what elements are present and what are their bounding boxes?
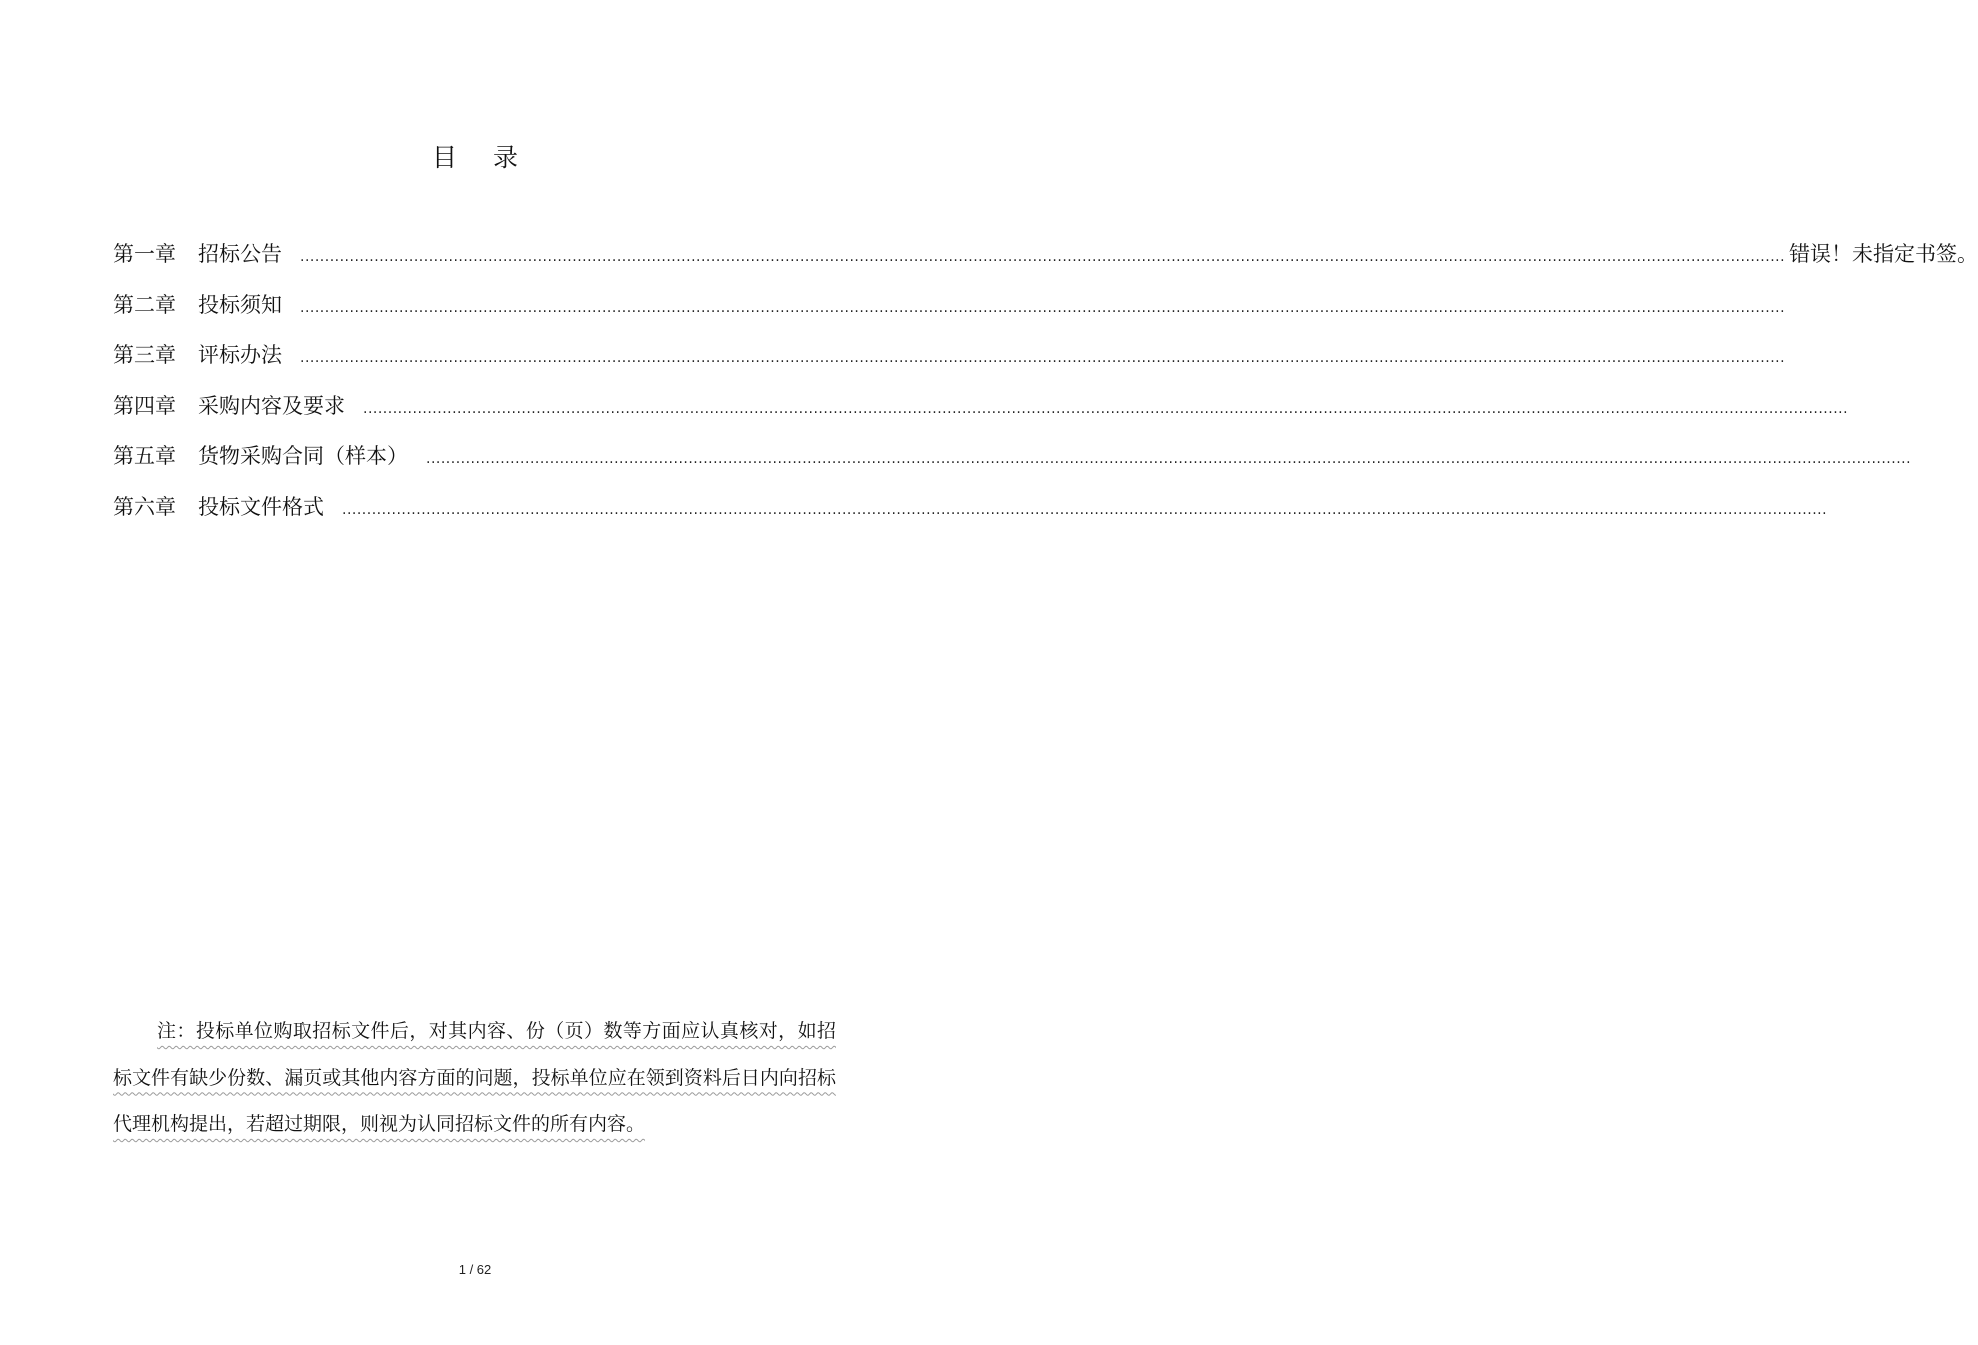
- toc-chapter-number: 第一章: [113, 242, 176, 266]
- toc-entry[interactable]: [113, 287, 1786, 338]
- toc-chapter-number: 第三章: [113, 343, 176, 367]
- toc-chapter-title: 投标文件格式: [198, 494, 324, 519]
- toc-chapter-number: 第四章: [113, 393, 176, 418]
- toc-entry[interactable]: [113, 337, 1786, 388]
- toc-entry[interactable]: [113, 236, 1978, 287]
- page-title: 目 录: [432, 143, 532, 172]
- table-of-contents: [113, 236, 1978, 539]
- toc-chapter-title: 货物采购合同（样本）: [198, 444, 408, 468]
- toc-entry[interactable]: [113, 438, 1912, 489]
- toc-dot-leader: ............................................................................................................................................................................................................................................................................................................: [300, 249, 1786, 265]
- page-number: 1 / 62: [458, 1262, 492, 1277]
- toc-dot-leader: ............................................................................................................................................................................................................................................................................................................: [300, 350, 1786, 366]
- toc-chapter-title: 评标办法: [198, 343, 282, 367]
- toc-chapter-number: 第六章: [113, 494, 176, 519]
- toc-chapter-title: 采购内容及要求: [198, 393, 345, 418]
- notice-paragraph: [113, 1008, 836, 1148]
- toc-chapter-title: 招标公告: [198, 242, 282, 266]
- toc-page-reference: 错误！未指定书签。: [1789, 242, 1978, 266]
- toc-dot-leader: ............................................................................................................................................................................................................................................................................................................: [426, 451, 1912, 467]
- toc-entry[interactable]: [113, 388, 1849, 439]
- toc-chapter-number: 第二章: [113, 292, 176, 317]
- toc-dot-leader: ............................................................................................................................................................................................................................................................................................................: [363, 400, 1849, 417]
- toc-chapter-title: 投标须知: [198, 292, 282, 317]
- toc-entry[interactable]: [113, 489, 1828, 540]
- toc-dot-leader: ............................................................................................................................................................................................................................................................................................................: [342, 501, 1828, 518]
- notice-text: 注：投标单位购取招标文件后，对其内容、份（页）数等方面应认真核对，如招标文件有缺少份数、漏页或其他内容方面的问题，投标单位应在领到资料后日内向招标代理机构提出，若超过期限，则视为认同招标文件的所有内容。: [113, 1020, 836, 1135]
- toc-dot-leader: ............................................................................................................................................................................................................................................................................................................: [300, 299, 1786, 316]
- toc-chapter-number: 第五章: [113, 444, 176, 468]
